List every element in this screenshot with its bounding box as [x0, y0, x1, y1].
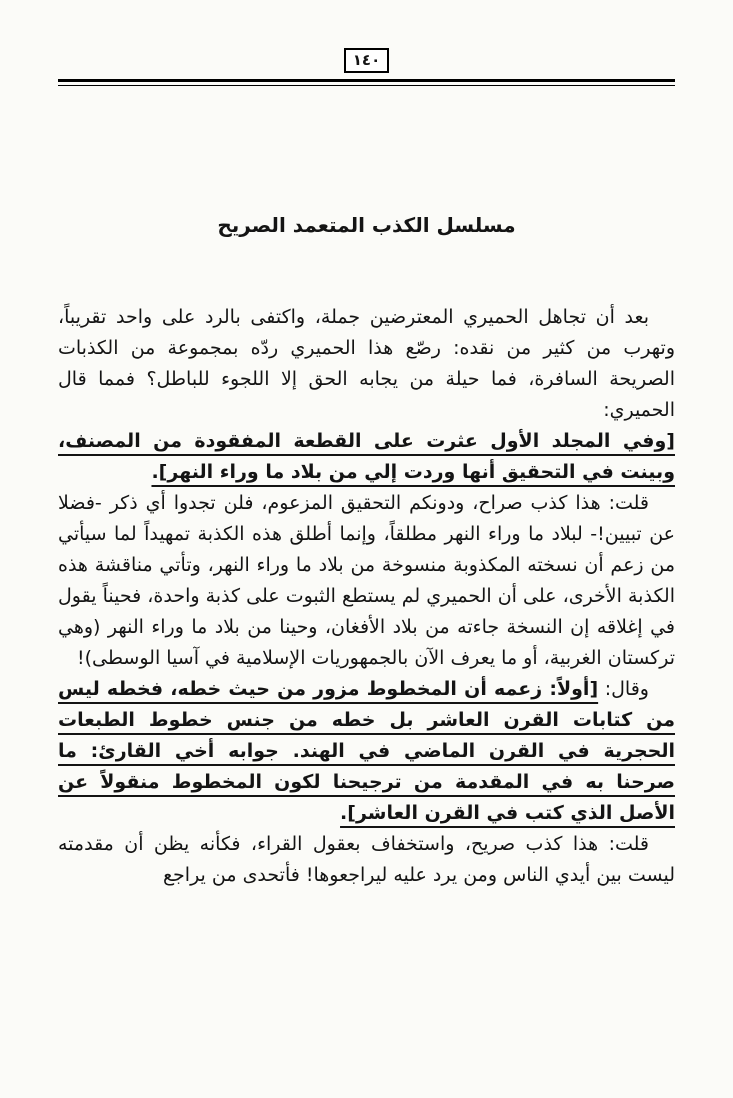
page-header [58, 48, 675, 86]
paragraph-with-quote [58, 674, 675, 829]
paragraph-rebuttal-first: قلت: هذا كذب صراح، ودونكم التحقيق المزعوم، فلن تجدوا أي ذكر -فضلا عن تبيين!- لبلاد ما وراء النهر مطلقاً، وإنما أطلق هذه الكذبة تمهيداً لما سيأتي من زعم أن نسخته المكذوبة منسوخة من بلاد ما وراء النهر، وتأتي مناقشة هذه الكذبة الأخرى، على أن الحميري لم يستطع الثبوت على كذبة واحدة، فحيناً يقول في إغلاقه إن النسخة جاءته من بلاد الأفغان، وحينا من بلاد ما وراء النهر (وهي تركستان الغربية، أو ما يعرف الآن بالجمهوريات الإسلامية في آسيا الوسطى)! [58, 492, 675, 669]
quoted-claim-second: [أولاً: زعمه أن المخطوط مزور من حيث خطه، فخطه ليس من كتابات القرن العاشر بل خطه من جنس خطوط الطبعات الحجرية في القرن الماضي في الهند. جوابه أخي القارئ: ما صرحنا به في المقدمة من ترجيحنا لكون المخطوط منقولاً عن الأصل الذي كتب في القرن العاشر]. [58, 678, 675, 824]
quoted-claim-first: [وفي المجلد الأول عثرت على القطعة المفقودة من المصنف، وبينت في التحقيق أنها وردت إلي من بلاد ما وراء النهر]. [58, 430, 675, 483]
header-rule-thick [58, 79, 675, 82]
body-text [58, 302, 675, 891]
quote-lead-text: وقال: [598, 678, 649, 700]
paragraph-rebuttal-second: قلت: هذا كذب صريح، واستخفاف بعقول القراء، فكأنه يظن أن مقدمته ليست بين أيدي الناس ومن يرد عليه ليراجعوها! فأتحدى من يراجع [58, 833, 675, 886]
paragraph-intro: بعد أن تجاهل الحميري المعترضين جملة، واكتفى بالرد على واحد تقريباً، وتهرب من كثير من نقده: رصّع هذا الحميري ردّه بمجموعة من الكذبات الصريحة السافرة، فما حيلة من يجابه الحق إلا اللجوء للباطل؟ فمما قال الحميري: [58, 306, 675, 421]
chapter-title: مسلسل الكذب المتعمد الصريح [217, 213, 516, 237]
page-number-box [344, 48, 389, 73]
header-rule-thin [58, 85, 675, 86]
page-number: ١٤٠ [352, 51, 381, 69]
